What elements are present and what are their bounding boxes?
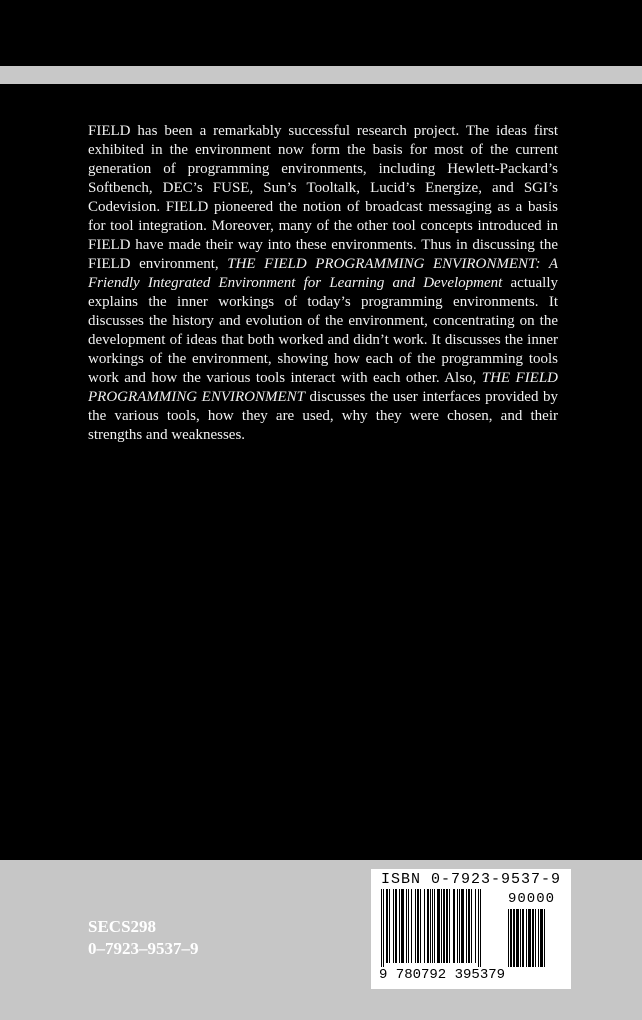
barcode-bar [538,909,539,967]
barcode-bar [430,889,431,963]
barcode-bar [478,889,479,967]
barcode-bar [510,909,512,967]
barcode-bar [516,909,519,967]
barcode-bar [415,889,416,963]
barcode-bar [427,889,429,963]
barcode-isbn-label: ISBN 0-7923-9537-9 [381,871,562,888]
book-description [88,122,558,445]
barcode-bar [520,909,521,967]
barcode-bar [544,909,545,967]
barcode-bar [434,889,435,963]
barcode-bar [406,889,407,963]
barcode-bar [459,889,460,963]
series-code: SECS298 [88,917,157,936]
barcode-price-code: 90000 [508,891,556,907]
barcode-bar [457,889,458,963]
barcode-bar [389,889,390,963]
barcode-bar [508,909,509,967]
barcode-bar [449,889,450,963]
barcode-bar [395,889,397,963]
barcode-bar [417,889,419,963]
barcode-panel [371,869,571,989]
barcode-bar [461,889,464,963]
barcode-bar [443,889,445,963]
description-part-3: discusses the user interfaces provided by the various tools, how they are used, why they were chosen, and their strengths and weaknesses. [88,389,559,443]
barcode-bar [468,889,470,963]
book-title-short: THE FIELD PROGRAMMING ENVIRONMENT [88,370,558,405]
description-part-2: actually explains the inner workings of today’s programming environments. It discusses the history and evolution of the environment, concentrating on the development of ideas that both worked and didn’t work. It discusses the inner workings of the environment, showing how each of the programming tools work and how the various tools interact with each other. Also, [88,275,558,386]
footer-band [0,860,642,1020]
barcode-bar [381,889,382,967]
barcode-bar [535,909,536,967]
barcode-bar [528,909,531,967]
book-title-full: THE FIELD PROGRAMMING ENVIRONMENT: A Friendly Integrated Environment for Learning and Development [88,256,558,291]
barcode-bar [526,909,527,967]
barcode-bar [411,889,412,963]
barcode-bar [393,889,394,963]
barcode-bar [513,909,515,967]
barcode-bar [466,889,467,963]
barcode-ean-number: 9 780792 395379 [379,967,506,983]
barcode-bar [383,889,384,967]
barcode-bar [471,889,472,963]
barcode-bar [453,889,455,963]
barcode-bar [532,909,534,967]
barcode-bar [408,889,409,963]
top-stripe [0,66,642,84]
isbn-code: 0–7923–9537–9 [88,939,199,958]
barcode-bar [432,889,433,963]
barcode-bar [424,889,425,963]
addon-barcode [508,909,564,967]
description-part-1: FIELD has been a remarkably successful research project. The ideas first exhibited in the environment now form the basis for most of the current generation of programming environments, including Hewlett-Packard’s Softbench, DEC’s FUSE, Sun’s Tooltalk, Lucid’s Energize, and SGI’s Codevision. FIELD pioneered the notion of broadcast messaging as a basis for tool integration. Moreover, many of the other tool concepts introduced in FIELD have made their way into these environments. Thus in discussing the FIELD environment, [88,123,558,272]
barcode-bar [540,909,543,967]
barcode-bar [386,889,388,963]
barcode-bar [441,889,442,963]
barcode-bar [480,889,481,967]
barcode-bar [475,889,476,963]
barcode-bar [446,889,448,963]
barcode-bar [522,909,524,967]
barcode-bar [401,889,404,963]
ean-barcode [381,889,503,967]
series-info [88,916,199,960]
barcode-bar [399,889,400,963]
barcode-bar [420,889,421,963]
barcode-bar [437,889,440,963]
